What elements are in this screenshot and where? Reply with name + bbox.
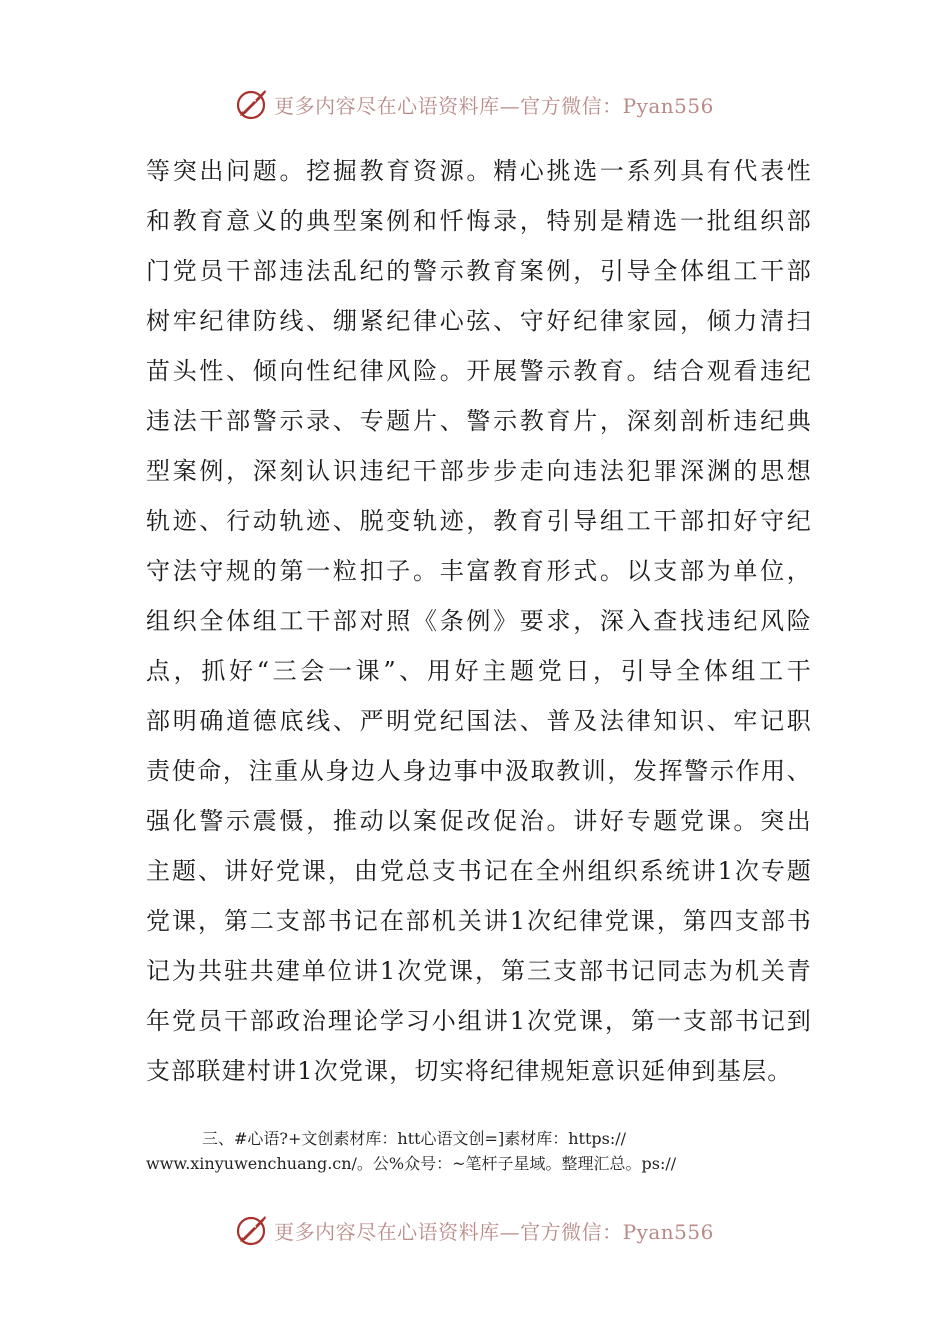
body-line: 树牢纪律防线、绷紧纪律心弦、守好纪律家园，倾力清扫 [146,307,812,335]
body-line: 党课，第二支部书记在部机关讲1次纪律党课，第四支部书 [146,907,812,935]
pen-logo-icon [236,87,270,121]
body-line: 守法守规的第一粒扣子。丰富教育形式。以支部为单位， [146,557,812,585]
body-line: 年党员干部政治理论学习小组讲1次党课，第一支部书记到 [146,1007,812,1035]
source-footnote [146,1126,826,1176]
footer-banner [0,1212,950,1248]
body-line: 责使命，注重从身边人身边事中汲取教训，发挥警示作用、 [146,757,812,785]
body-line: 轨迹、行动轨迹、脱变轨迹，教育引导组工干部扣好守纪 [146,507,812,535]
body-line: 记为共驻共建单位讲1次党课，第三支部书记同志为机关青 [146,957,812,985]
body-line: 支部联建村讲1次党课，切实将纪律规矩意识延伸到基层。 [146,1057,793,1085]
body-line: 强化警示震慑，推动以案促改促治。讲好专题党课。突出 [146,807,812,835]
pen-logo-icon [236,1213,270,1247]
body-line: 苗头性、倾向性纪律风险。开展警示教育。结合观看违纪 [146,357,812,385]
body-line: 组织全体组工干部对照《条例》要求，深入查找违纪风险 [146,607,812,635]
body-line: 违法干部警示录、专题片、警示教育片，深刻剖析违纪典 [146,407,812,435]
body-line: 和教育意义的典型案例和忏悔录，特别是精选一批组织部 [146,207,812,235]
footnote-line: 三、#心语?+文创素材库：htt心语文创=]素材库：https:// [202,1129,626,1148]
body-line: 部明确道德底线、严明党纪国法、普及法律知识、牢记职 [146,707,812,735]
body-paragraph [146,146,812,1096]
header-banner [0,86,950,122]
header-banner-text: 更多内容尽在心语资料库—官方微信：Pyan556 [274,93,714,118]
body-line: 点，抓好“三会一课”、用好主题党日，引导全体组工干 [146,657,812,685]
body-line: 型案例，深刻认识违纪干部步步走向违法犯罪深渊的思想 [146,457,812,485]
body-line: 主题、讲好党课，由党总支书记在全州组织系统讲1次专题 [146,857,812,885]
body-line: 等突出问题。挖掘教育资源。精心挑选一系列具有代表性 [146,157,812,185]
footer-banner-text: 更多内容尽在心语资料库—官方微信：Pyan556 [274,1219,714,1244]
body-line: 门党员干部违法乱纪的警示教育案例，引导全体组工干部 [146,257,812,285]
footnote-line: www.xinyuwenchuang.cn/。公%众号：~笔杆子星域。整理汇总。ps:// [146,1154,677,1173]
